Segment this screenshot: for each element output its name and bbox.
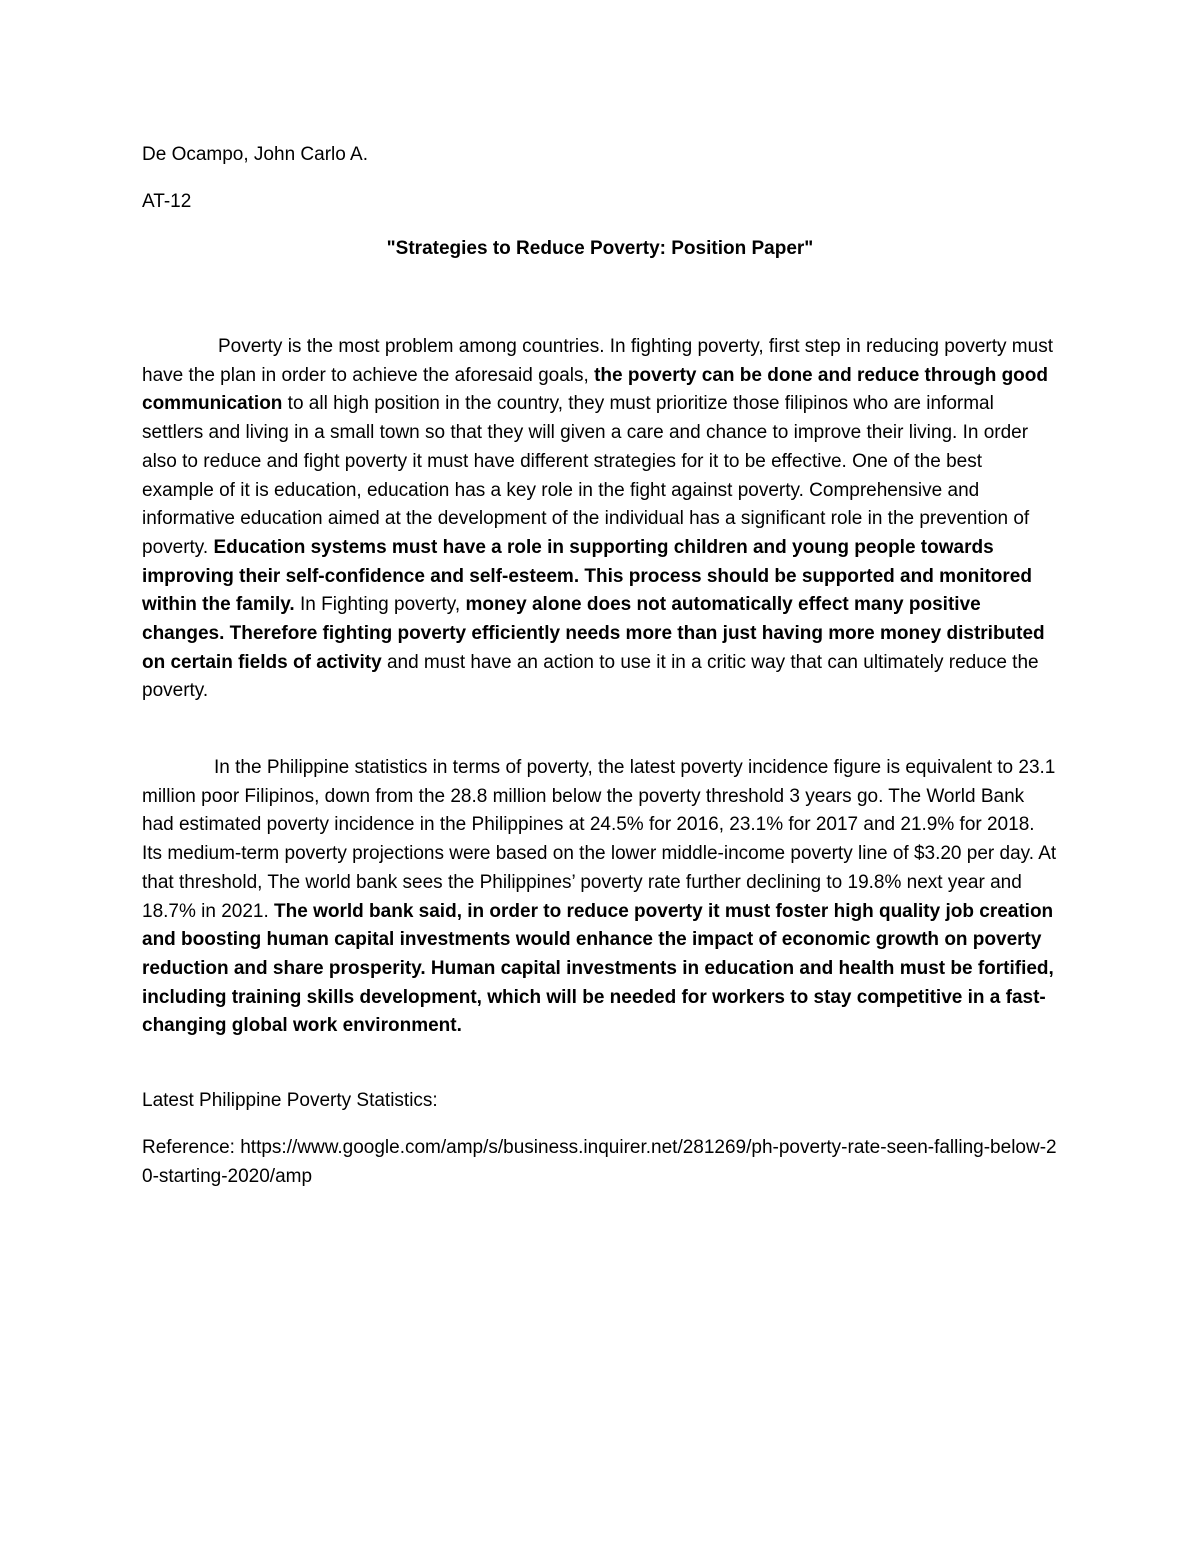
- section-label: AT-12: [142, 191, 192, 212]
- paragraph-1-bold-1: the poverty can be done and reduce through good communication: [142, 364, 1048, 415]
- reference-text: Reference: https://www.google.com/amp/s/business.inquirer.net/281269/ph-poverty-rate-seen-falling-below-20-starting-2020/amp: [142, 1137, 1057, 1187]
- paragraph-1-text-1: Poverty is the most problem among countries. In fighting poverty, first step in reducing poverty must have the plan in order to achieve the aforesaid goals,: [142, 336, 1053, 386]
- paragraph-2-bold-1: The world bank said, in order to reduce poverty it must foster high quality job creation and boosting human capital investments would enhance the impact of economic growth on poverty reduction and share prosperity. Human capital investments in education and health must be fortified, including training skills development, which will be needed for workers to stay competitive in a fast-changing global work environment.: [142, 900, 1054, 1037]
- paragraph-1-bold-2: Education systems must have a role in supporting children and young people towards improving their self-confidence and self-esteem. This process should be supported and monitored within the family.: [142, 536, 1032, 616]
- paragraph-1-bold-3: money alone does not automatically effect many positive changes. Therefore fighting poverty efficiently needs more than just having more money distributed on certain fields of activity: [142, 594, 1045, 673]
- document-title: "Strategies to Reduce Poverty: Position Paper": [386, 238, 814, 259]
- statistics-label: Latest Philippine Poverty Statistics:: [142, 1090, 438, 1111]
- paragraph-2: [142, 754, 1058, 1041]
- author-name: De Ocampo, John Carlo A.: [142, 144, 368, 165]
- paragraph-1-text-4: and must have an action to use it in a critic way that can ultimately reduce the poverty.: [142, 651, 1039, 702]
- paragraph-1-text-2: to all high position in the country, they must prioritize those filipinos who are informal settlers and living in a small town so that they will given a care and chance to improve their living. In order also to reduce and fight poverty it must have different strategies for it to be effective. One of the best example of it is education, education has a key role in the fight against poverty. Comprehensive and informative education aimed at the development of the individual has a significant role in the prevention of poverty.: [142, 393, 1030, 558]
- paragraph-1: [142, 333, 1058, 706]
- paragraph-2-text-1: In the Philippine statistics in terms of poverty, the latest poverty incidence figure is equivalent to 23.1 million poor Filipinos, down from the 28.8 million below the poverty threshold 3 years go. The World Bank had estimated poverty incidence in the Philippines at 24.5% for 2016, 23.1% for 2017 and 21.9% for 2018. Its medium-term poverty projections were based on the lower middle-income poverty line of $3.20 per day. At that threshold, The world bank sees the Philippines’ poverty rate further declining to 19.8% next year and 18.7% in 2021.: [142, 757, 1057, 922]
- paragraph-1-text-3: In Fighting poverty,: [294, 594, 466, 616]
